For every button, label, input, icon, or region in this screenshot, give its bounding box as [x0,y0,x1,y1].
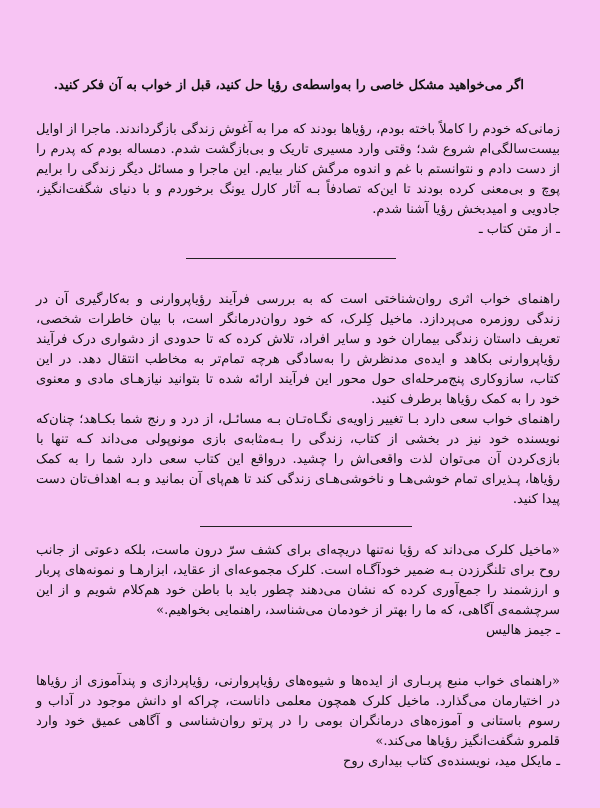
excerpt-paragraph: زمانی‌که خودم را کاملاً باخته بودم، رؤیاها بودند که مرا به آغوش زندگی بازگرداندند. ماجرا از اوایل بیست‌سالگی‌ام شروع شد؛ وقتی وارد مسیری تاریک و بی‌بازگشت شدم. دمساله بودم که پدرم را از دست دادم و نتوانستم با غم و اندوه مرگش کنار بیایم. این ماجرا و مسائل دیگر زندگی را برایم پوچ و بی‌معنی کرده بودند تا این‌که تصادفاً بـه آثار کارل یونگ برخوردم و با دنیای شگفت‌انگیز، جادویی و امیدبخش رؤیا آشنا شدم. [36,122,560,217]
description-paragraph: راهنمای خواب سعی دارد بـا تغییر زاویه‌ی نگـاه‌تـان بـه مسائـل، از درد و رنج شما بکـاهد؛ چنان‌که نویسنده خود نیز در بخشی از کتاب، زندگی را بـه‌مثابه‌ی بازی مونوپولی می‌داند کـه تنها با بازی‌کردن آن می‌توان لذت واقعی‌اش را چشید. درواقع این کتاب سعی دارد شما را به کمک رؤیاها، پـذیرای تمام خوشی‌هـا و ناخوشی‌هـای زندگی کند تا هم‌پای آن بمانید و بـه اهداف‌تان دست پیدا کنید. [36,412,560,507]
book-excerpt [36,120,560,240]
book-description [36,290,560,510]
quote-text: «ماخیل کلرک می‌داند که رؤیا نه‌تنها دریچه‌ای برای کشف سرّ درون ماست، بلکه دعوتی از جانب روح برای تلنگرزدن بـه ضمیر خودآگـاه است. کلرک مجموعه‌ای از عقاید، ابزارهـا و نمونه‌های پربار و ارزشمند را جمع‌آوری کرده که نشان می‌دهند چطور باید با باطن خود هم‌کلام شویم و از این سرچشمه‌ی آگاهی، که ما را بهتر از خودمان می‌شناسد، راهنمایی بخواهیم.» [36,543,560,618]
endorsement-quote [36,541,560,641]
quote-attribution: ـ جیمز هالیس [486,623,560,638]
quote-text: «راهنمای خواب منبع پربـاری از ایده‌ها و شیوه‌های رؤیاپروارنی، رؤیاپردازی و پندآموزی از رؤیاها در اختیارمان می‌گذارد. ماخیل کلرک همچون معلمی داناست، چراکه او دانش موجود در آداب و رسوم باستانی و آموزه‌های درمانگران بومی را در پرتو روان‌شناسی و آگاهی عمیق خود وارد قلمرو شگفت‌انگیز رؤیاها می‌کند.» [36,674,560,749]
headline: اگر می‌خواهید مشکل خاصی را به‌واسطه‌ی رؤیا حل کنید، قبل از خواب به آن فکر کنید. [53,78,524,93]
description-paragraph: راهنمای خواب اثری روان‌شناختی است که به بررسی فرآیند رؤیاپروارنی و به‌کارگیری آن در زندگی روزمره می‌پردازد. ماخیل کِلرک، که خود روان‌درمانگر است، با بیان خاطرات شخصی، تعریف داستان زندگی بیماران خود و سایر افراد، تلاش کرده که تا حدودی از دشواری درک فرآیند رؤیاپروارنی بکاهد و ایده‌ی مدنظرش را به‌سادگی هرچه تمام‌تر به مخاطب انتقال دهد. در این کتاب، سازوکاری پنج‌مرحله‌ای حول محور این فرآیند ارائه شده تا بتوانید نیازهـای مادی و معنوی خود را به کمک رؤیاها برطرف کنید. [36,292,560,407]
endorsement-quote [36,672,560,772]
quote-attribution: ـ مایکل مید، نویسنده‌ی کتاب بیداری روح [342,754,560,769]
section-divider [200,526,412,527]
section-divider [186,258,396,259]
excerpt-attribution: ـ از متن کتاب ـ [478,222,560,237]
